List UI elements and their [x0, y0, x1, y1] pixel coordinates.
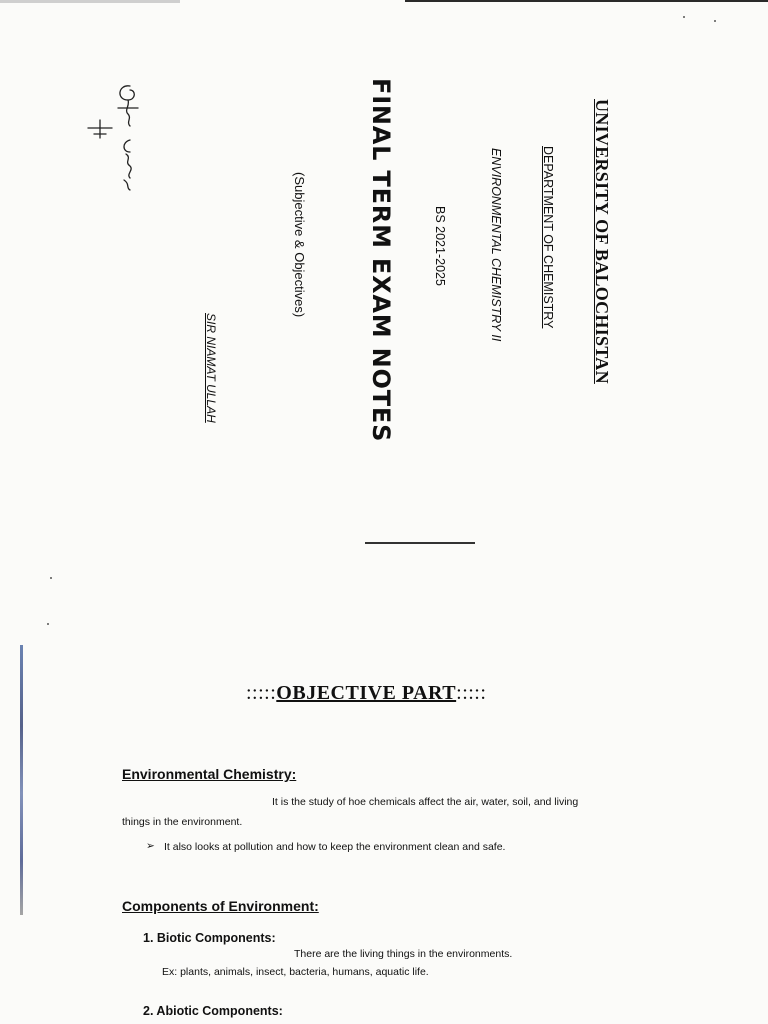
objective-part-title: [246, 682, 486, 705]
env-chem-line2: things in the environment.: [122, 816, 243, 828]
scan-left-edge: [20, 645, 23, 915]
signature-image: [78, 78, 148, 193]
scan-top-edge: [0, 0, 768, 3]
course-name: ENVIRONMENTAL CHEMISTRY II: [489, 148, 503, 342]
scan-speck: [714, 20, 716, 22]
biotic-line1: There are the living things in the environments.: [294, 948, 513, 960]
exam-title: FINAL TERM EXAM NOTES: [367, 78, 395, 443]
components-heading: Components of Environment:: [122, 898, 319, 914]
title-prefix: :::::: [246, 682, 277, 704]
scan-speck: [47, 623, 49, 625]
section-divider: [365, 542, 475, 544]
title-suffix: :::::: [456, 682, 487, 704]
scan-speck: [50, 577, 52, 579]
batch-years: BS 2021-2025: [433, 206, 447, 286]
biotic-label: 1. Biotic Components:: [143, 931, 276, 945]
env-chem-bullet: It also looks at pollution and how to keep the environment clean and safe.: [164, 841, 506, 853]
teacher-name: SIR NIAMAT ULLAH: [204, 313, 218, 423]
department-name: DEPARTMENT OF CHEMISTRY: [541, 146, 555, 329]
university-name: UNIVERSITY OF BALOCHISTAN: [592, 99, 612, 384]
env-chem-line1: It is the study of hoe chemicals affect the air, water, soil, and living: [272, 796, 579, 808]
exam-subtitle: (Subjective & Objectives): [292, 172, 307, 318]
biotic-line2: Ex: plants, animals, insect, bacteria, humans, aquatic life.: [162, 966, 429, 978]
scan-speck: [683, 16, 685, 18]
bullet-arrow-icon: ➢: [146, 840, 155, 852]
abiotic-label: 2. Abiotic Components:: [143, 1004, 283, 1018]
env-chem-heading: Environmental Chemistry:: [122, 766, 297, 782]
title-text: OBJECTIVE PART: [276, 682, 457, 704]
